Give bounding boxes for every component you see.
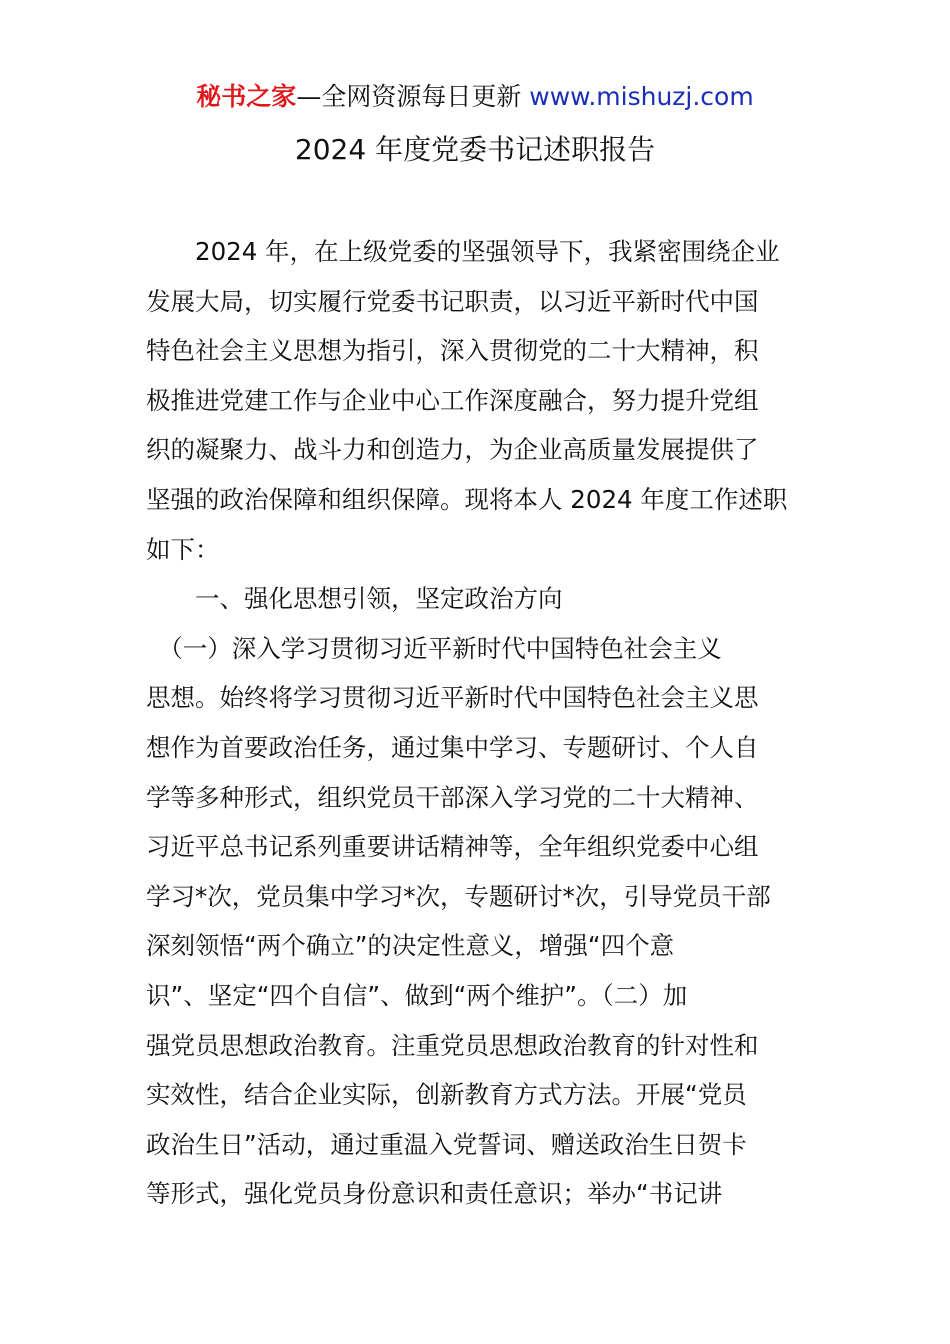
body-line: 学等多种形式，组织党员干部深入学习党的二十大精神、 <box>146 782 759 812</box>
body-line: 织的凝聚力、战斗力和创造力，为企业高质量发展提供了 <box>146 435 759 465</box>
body-line: 深刻领悟“两个确立”的决定性意义，增强“四个意 <box>146 931 675 961</box>
body-line: 实效性，结合企业实际，创新教育方式方法。开展“党员 <box>146 1080 747 1110</box>
site-header <box>0 80 950 114</box>
body-line: （一）深入学习贯彻习近平新时代中国特色社会主义 <box>146 633 722 663</box>
body-line: 想作为首要政治任务，通过集中学习、专题研讨、个人自 <box>146 732 759 762</box>
body-line: 发展大局，切实履行党委书记职责，以习近平新时代中国 <box>146 286 759 316</box>
body-line: 习近平总书记系列重要讲话精神等，全年组织党委中心组 <box>146 832 759 862</box>
body-line: 思想。始终将学习贯彻习近平新时代中国特色社会主义思 <box>146 683 759 713</box>
document-body <box>146 227 810 1219</box>
body-line: 等形式，强化党员身份意识和责任意识；举办“书记讲 <box>146 1179 723 1209</box>
section-heading: 一、强化思想引领，坚定政治方向 <box>146 584 563 614</box>
body-line: 坚强的政治保障和组织保障。现将本人 2024 年度工作述职 <box>146 484 788 514</box>
body-line: 如下： <box>146 534 220 564</box>
body-line: 极推进党建工作与企业中心工作深度融合，努力提升党组 <box>146 385 759 415</box>
body-line: 特色社会主义思想为指引，深入贯彻党的二十大精神，积 <box>146 336 759 366</box>
body-line: 强党员思想政治教育。注重党员思想政治教育的针对性和 <box>146 1030 759 1060</box>
document-title: 2024 年度党委书记述职报告 <box>294 133 656 166</box>
site-url[interactable]: www.mishuzj.com <box>529 82 754 111</box>
body-line: 政治生日”活动，通过重温入党誓词、赠送政治生日贺卡 <box>146 1129 747 1159</box>
body-line: 学习*次，党员集中学习*次，专题研讨*次，引导党员干部 <box>146 881 771 911</box>
site-slogan: —全网资源每日更新 <box>296 82 522 111</box>
body-line: 2024 年，在上级党委的坚强领导下，我紧密围绕企业 <box>146 237 780 266</box>
body-line: 识”、坚定“四个自信”、做到“两个维护”。（二）加 <box>146 980 688 1010</box>
brand-name: 秘书之家 <box>196 82 297 111</box>
